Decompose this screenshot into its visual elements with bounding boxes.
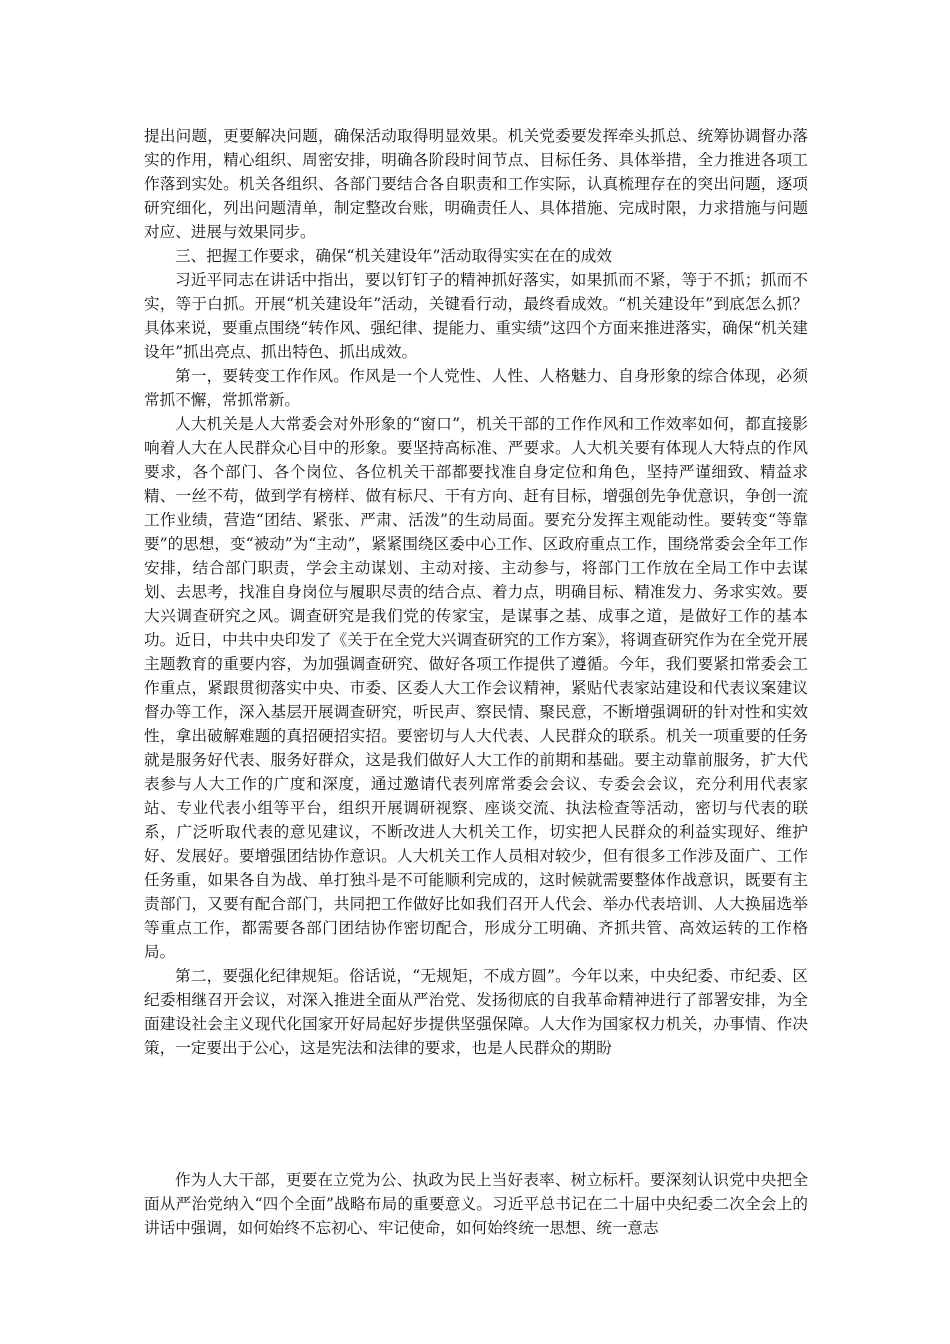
paragraph-point-1: 第一，要转变工作作风。作风是一个人党性、人性、人格魅力、自身形象的综合体现，必须常抓不懈，常抓常新。 xyxy=(144,367,808,409)
paragraph: 作为人大干部，更要在立党为公、执政为民上当好表率、树立标杆。要深刻认识党中央把全面从严治党纳入“四个全面”战略布局的重要意义。习近平总书记在二十届中央纪委二次全会上的讲话中强调，如何始终不忘初心、牢记使命，如何始终统一思想、统一意志 xyxy=(144,1171,808,1237)
document-body-bottom xyxy=(144,1168,808,1240)
document-body-top xyxy=(144,124,808,1060)
paragraph: 习近平同志在讲话中指出，要以钉钉子的精神抓好落实，如果抓而不紧，等于不抓；抓而不实，等于白抓。开展“机关建设年”活动，关键看行动，最终看成效。“机关建设年”到底怎么抓？具体来说，要重点围绕“转作风、强纪律、提能力、重实绩”这四个方面来推进落实，确保“机关建设年”抓出亮点、抓出特色、抓出成效。 xyxy=(144,271,808,361)
paragraph-point-2: 第二，要强化纪律规矩。俗话说，“无规矩，不成方圆”。今年以来，中央纪委、市纪委、区纪委相继召开会议，对深入推进全面从严治党、发扬彻底的自我革命精神进行了部署安排，为全面建设社会主义现代化国家开好局起好步提供坚强保障。人大作为国家权力机关，办事情、作决策，一定要出于公心，这是宪法和法律的要求，也是人民群众的期盼 xyxy=(144,967,808,1057)
paragraph: 人大机关是人大常委会对外形象的“窗口”，机关干部的工作作风和工作效率如何，都直接影响着人大在人民群众心目中的形象。要坚持高标准、严要求。人大机关要有体现人大特点的作风要求，各个部门、各个岗位、各位机关干部都要找准自身定位和角色，坚持严谨细致、精益求精、一丝不苟，做到学有榜样、做有标尺、干有方向、赶有目标，增强创先争优意识，争创一流工作业绩，营造“团结、紧张、严肃、活泼”的生动局面。要充分发挥主观能动性。要转变“等靠要”的思想，变“被动”为“主动”，紧紧围绕区委中心工作、区政府重点工作，围绕常委会全年工作安排，结合部门职责，学会主动谋划、主动对接、主动参与，将部门工作放在全局工作中去谋划、去思考，找准自身岗位与履职尽责的结合点、着力点，明确目标、精准发力、务求实效。要大兴调查研究之风。调查研究是我们党的传家宝，是谋事之基、成事之道，是做好工作的基本功。近日，中共中央印发了《关于在全党大兴调查研究的工作方案》，将调查研究作为在全党开展主题教育的重要内容，为加强调查研究、做好各项工作提供了遵循。今年，我们要紧扣常委会工作重点，紧跟贯彻落实中央、市委、区委人大工作会议精神，紧贴代表家站建设和代表议案建议督办等工作，深入基层开展调查研究，听民声、察民情、聚民意，不断增强调研的针对性和实效性，拿出破解难题的真招硬招实招。要密切与人大代表、人民群众的联系。机关一项重要的任务就是服务好代表、服务好群众，这是我们做好人大工作的前期和基础。要主动靠前服务，扩大代表参与人大工作的广度和深度，通过邀请代表列席常委会会议、专委会会议，充分利用代表家站、专业代表小组等平台，组织开展调研视察、座谈交流、执法检查等活动，密切与代表的联系，广泛听取代表的意见建议，不断改进人大机关工作，切实把人民群众的利益实现好、维护好、发展好。要增强团结协作意识。人大机关工作人员相对较少，但有很多工作涉及面广、工作任务重，如果各自为战、单打独斗是不可能顺利完成的，这时候就需要整体作战意识，既要有主责部门，又要有配合部门，共同把工作做好比如我们召开人代会、举办代表培训、人大换届选举等重点工作，都需要各部门团结协作密切配合，形成分工明确、齐抓共管、高效运转的工作格局。 xyxy=(144,415,808,961)
paragraph-continuation: 提出问题，更要解决问题，确保活动取得明显效果。机关党委要发挥牵头抓总、统筹协调督办落实的作用，精心组织、周密安排，明确各阶段时间节点、目标任务、具体举措，全力推进各项工作落到实处。机关各组织、各部门要结合各自职责和工作实际，认真梳理存在的突出问题，逐项研究细化，列出问题清单，制定整改台账，明确责任人、具体措施、完成时限，力求措施与问题对应、进展与效果同步。 xyxy=(144,127,808,241)
section-heading-3: 三、把握工作要求，确保“机关建设年”活动取得实实在在的成效 xyxy=(175,247,612,265)
